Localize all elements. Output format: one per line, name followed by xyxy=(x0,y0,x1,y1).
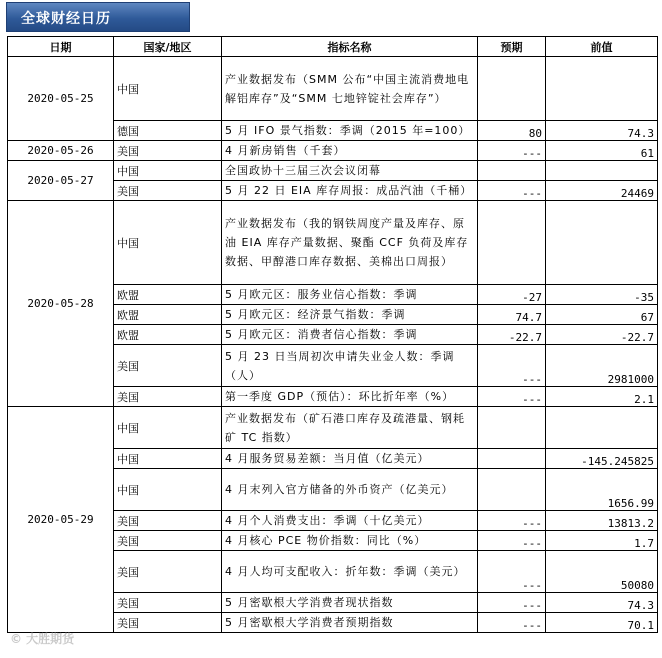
date-cell: 2020-05-29 xyxy=(8,407,114,633)
previous-cell: 13813.2 xyxy=(546,511,658,531)
country-cell: 中国 xyxy=(114,449,222,469)
table-row xyxy=(8,201,658,285)
country-cell: 欧盟 xyxy=(114,305,222,325)
country-cell: 欧盟 xyxy=(114,325,222,345)
indicator-cell: 4 月新房销售（千套） xyxy=(222,141,478,161)
forecast-cell xyxy=(478,57,546,121)
previous-cell: -22.7 xyxy=(546,325,658,345)
header-indicator: 指标名称 xyxy=(222,37,478,57)
indicator-cell: 5 月欧元区：服务业信心指数：季调 xyxy=(222,285,478,305)
calendar-title: 全球财经日历 xyxy=(21,11,111,27)
forecast-cell: 74.7 xyxy=(478,305,546,325)
table-row xyxy=(8,57,658,121)
country-cell: 中国 xyxy=(114,469,222,511)
country-cell: 中国 xyxy=(114,201,222,285)
forecast-cell: --- xyxy=(478,387,546,407)
table-body xyxy=(8,57,658,633)
indicator-cell: 第一季度 GDP（预估）：环比折年率（%） xyxy=(222,387,478,407)
calendar-title-bar xyxy=(6,2,190,32)
indicator-cell: 5 月 22 日 EIA 库存周报：成品汽油（千桶） xyxy=(222,181,478,201)
forecast-cell: --- xyxy=(478,345,546,387)
forecast-cell xyxy=(478,407,546,449)
forecast-cell xyxy=(478,449,546,469)
country-cell: 中国 xyxy=(114,161,222,181)
previous-cell xyxy=(546,407,658,449)
forecast-cell: --- xyxy=(478,593,546,613)
indicator-cell: 产业数据发布（矿石港口库存及疏港量、钢耗矿 TC 指数） xyxy=(222,407,478,449)
table-row xyxy=(8,407,658,449)
indicator-cell: 4 月末列入官方储备的外币资产（亿美元） xyxy=(222,469,478,511)
forecast-cell: -27 xyxy=(478,285,546,305)
indicator-cell: 产业数据发布（SMM 公布“中国主流消费地电解铝库存”及“SMM 七地锌锭社会库存”） xyxy=(222,57,478,121)
country-cell: 美国 xyxy=(114,141,222,161)
header-country: 国家/地区 xyxy=(114,37,222,57)
previous-cell xyxy=(546,201,658,285)
date-cell: 2020-05-25 xyxy=(8,57,114,141)
indicator-cell: 4 月个人消费支出：季调（十亿美元） xyxy=(222,511,478,531)
previous-cell: 61 xyxy=(546,141,658,161)
date-cell: 2020-05-26 xyxy=(8,141,114,161)
indicator-cell: 5 月 23 日当周初次申请失业金人数：季调（人） xyxy=(222,345,478,387)
forecast-cell: --- xyxy=(478,531,546,551)
table-row xyxy=(8,141,658,161)
forecast-cell xyxy=(478,469,546,511)
country-cell: 美国 xyxy=(114,181,222,201)
previous-cell: 74.3 xyxy=(546,121,658,141)
forecast-cell: --- xyxy=(478,511,546,531)
country-cell: 美国 xyxy=(114,345,222,387)
indicator-cell: 5 月密歇根大学消费者预期指数 xyxy=(222,613,478,633)
country-cell: 美国 xyxy=(114,531,222,551)
header-previous: 前值 xyxy=(546,37,658,57)
forecast-cell: --- xyxy=(478,141,546,161)
country-cell: 美国 xyxy=(114,511,222,531)
previous-cell xyxy=(546,161,658,181)
indicator-cell: 5 月 IFO 景气指数：季调（2015 年=100） xyxy=(222,121,478,141)
previous-cell: 2981000 xyxy=(546,345,658,387)
table-header-row xyxy=(8,37,658,57)
previous-cell: 1656.99 xyxy=(546,469,658,511)
country-cell: 美国 xyxy=(114,613,222,633)
previous-cell xyxy=(546,57,658,121)
indicator-cell: 5 月欧元区：经济景气指数：季调 xyxy=(222,305,478,325)
forecast-cell: --- xyxy=(478,181,546,201)
forecast-cell xyxy=(478,161,546,181)
country-cell: 中国 xyxy=(114,407,222,449)
forecast-cell xyxy=(478,201,546,285)
indicator-cell: 5 月欧元区：消费者信心指数：季调 xyxy=(222,325,478,345)
forecast-cell: 80 xyxy=(478,121,546,141)
country-cell: 美国 xyxy=(114,387,222,407)
date-cell: 2020-05-27 xyxy=(8,161,114,201)
country-cell: 欧盟 xyxy=(114,285,222,305)
previous-cell: 24469 xyxy=(546,181,658,201)
indicator-cell: 产业数据发布（我的钢铁周度产量及库存、原油 EIA 库存产量数据、聚酯 CCF 负荷及库存数据、甲醇港口库存数据、美棉出口周报） xyxy=(222,201,478,285)
previous-cell: 67 xyxy=(546,305,658,325)
indicator-cell: 4 月服务贸易差额：当月值（亿美元） xyxy=(222,449,478,469)
date-cell: 2020-05-28 xyxy=(8,201,114,407)
indicator-cell: 全国政协十三届三次会议闭幕 xyxy=(222,161,478,181)
country-cell: 德国 xyxy=(114,121,222,141)
forecast-cell: --- xyxy=(478,613,546,633)
indicator-cell: 4 月核心 PCE 物价指数：同比（%） xyxy=(222,531,478,551)
previous-cell: 1.7 xyxy=(546,531,658,551)
country-cell: 美国 xyxy=(114,551,222,593)
previous-cell: -145.245825 xyxy=(546,449,658,469)
economic-calendar-table xyxy=(7,36,658,633)
forecast-cell: -22.7 xyxy=(478,325,546,345)
header-forecast: 预期 xyxy=(478,37,546,57)
country-cell: 中国 xyxy=(114,57,222,121)
country-cell: 美国 xyxy=(114,593,222,613)
previous-cell: 50080 xyxy=(546,551,658,593)
previous-cell: 70.1 xyxy=(546,613,658,633)
forecast-cell: --- xyxy=(478,551,546,593)
previous-cell: 74.3 xyxy=(546,593,658,613)
previous-cell: 2.1 xyxy=(546,387,658,407)
header-date: 日期 xyxy=(8,37,114,57)
watermark: © 大胜期货 xyxy=(10,632,75,646)
table-row xyxy=(8,161,658,181)
indicator-cell: 5 月密歇根大学消费者现状指数 xyxy=(222,593,478,613)
previous-cell: -35 xyxy=(546,285,658,305)
indicator-cell: 4 月人均可支配收入：折年数：季调（美元） xyxy=(222,551,478,593)
